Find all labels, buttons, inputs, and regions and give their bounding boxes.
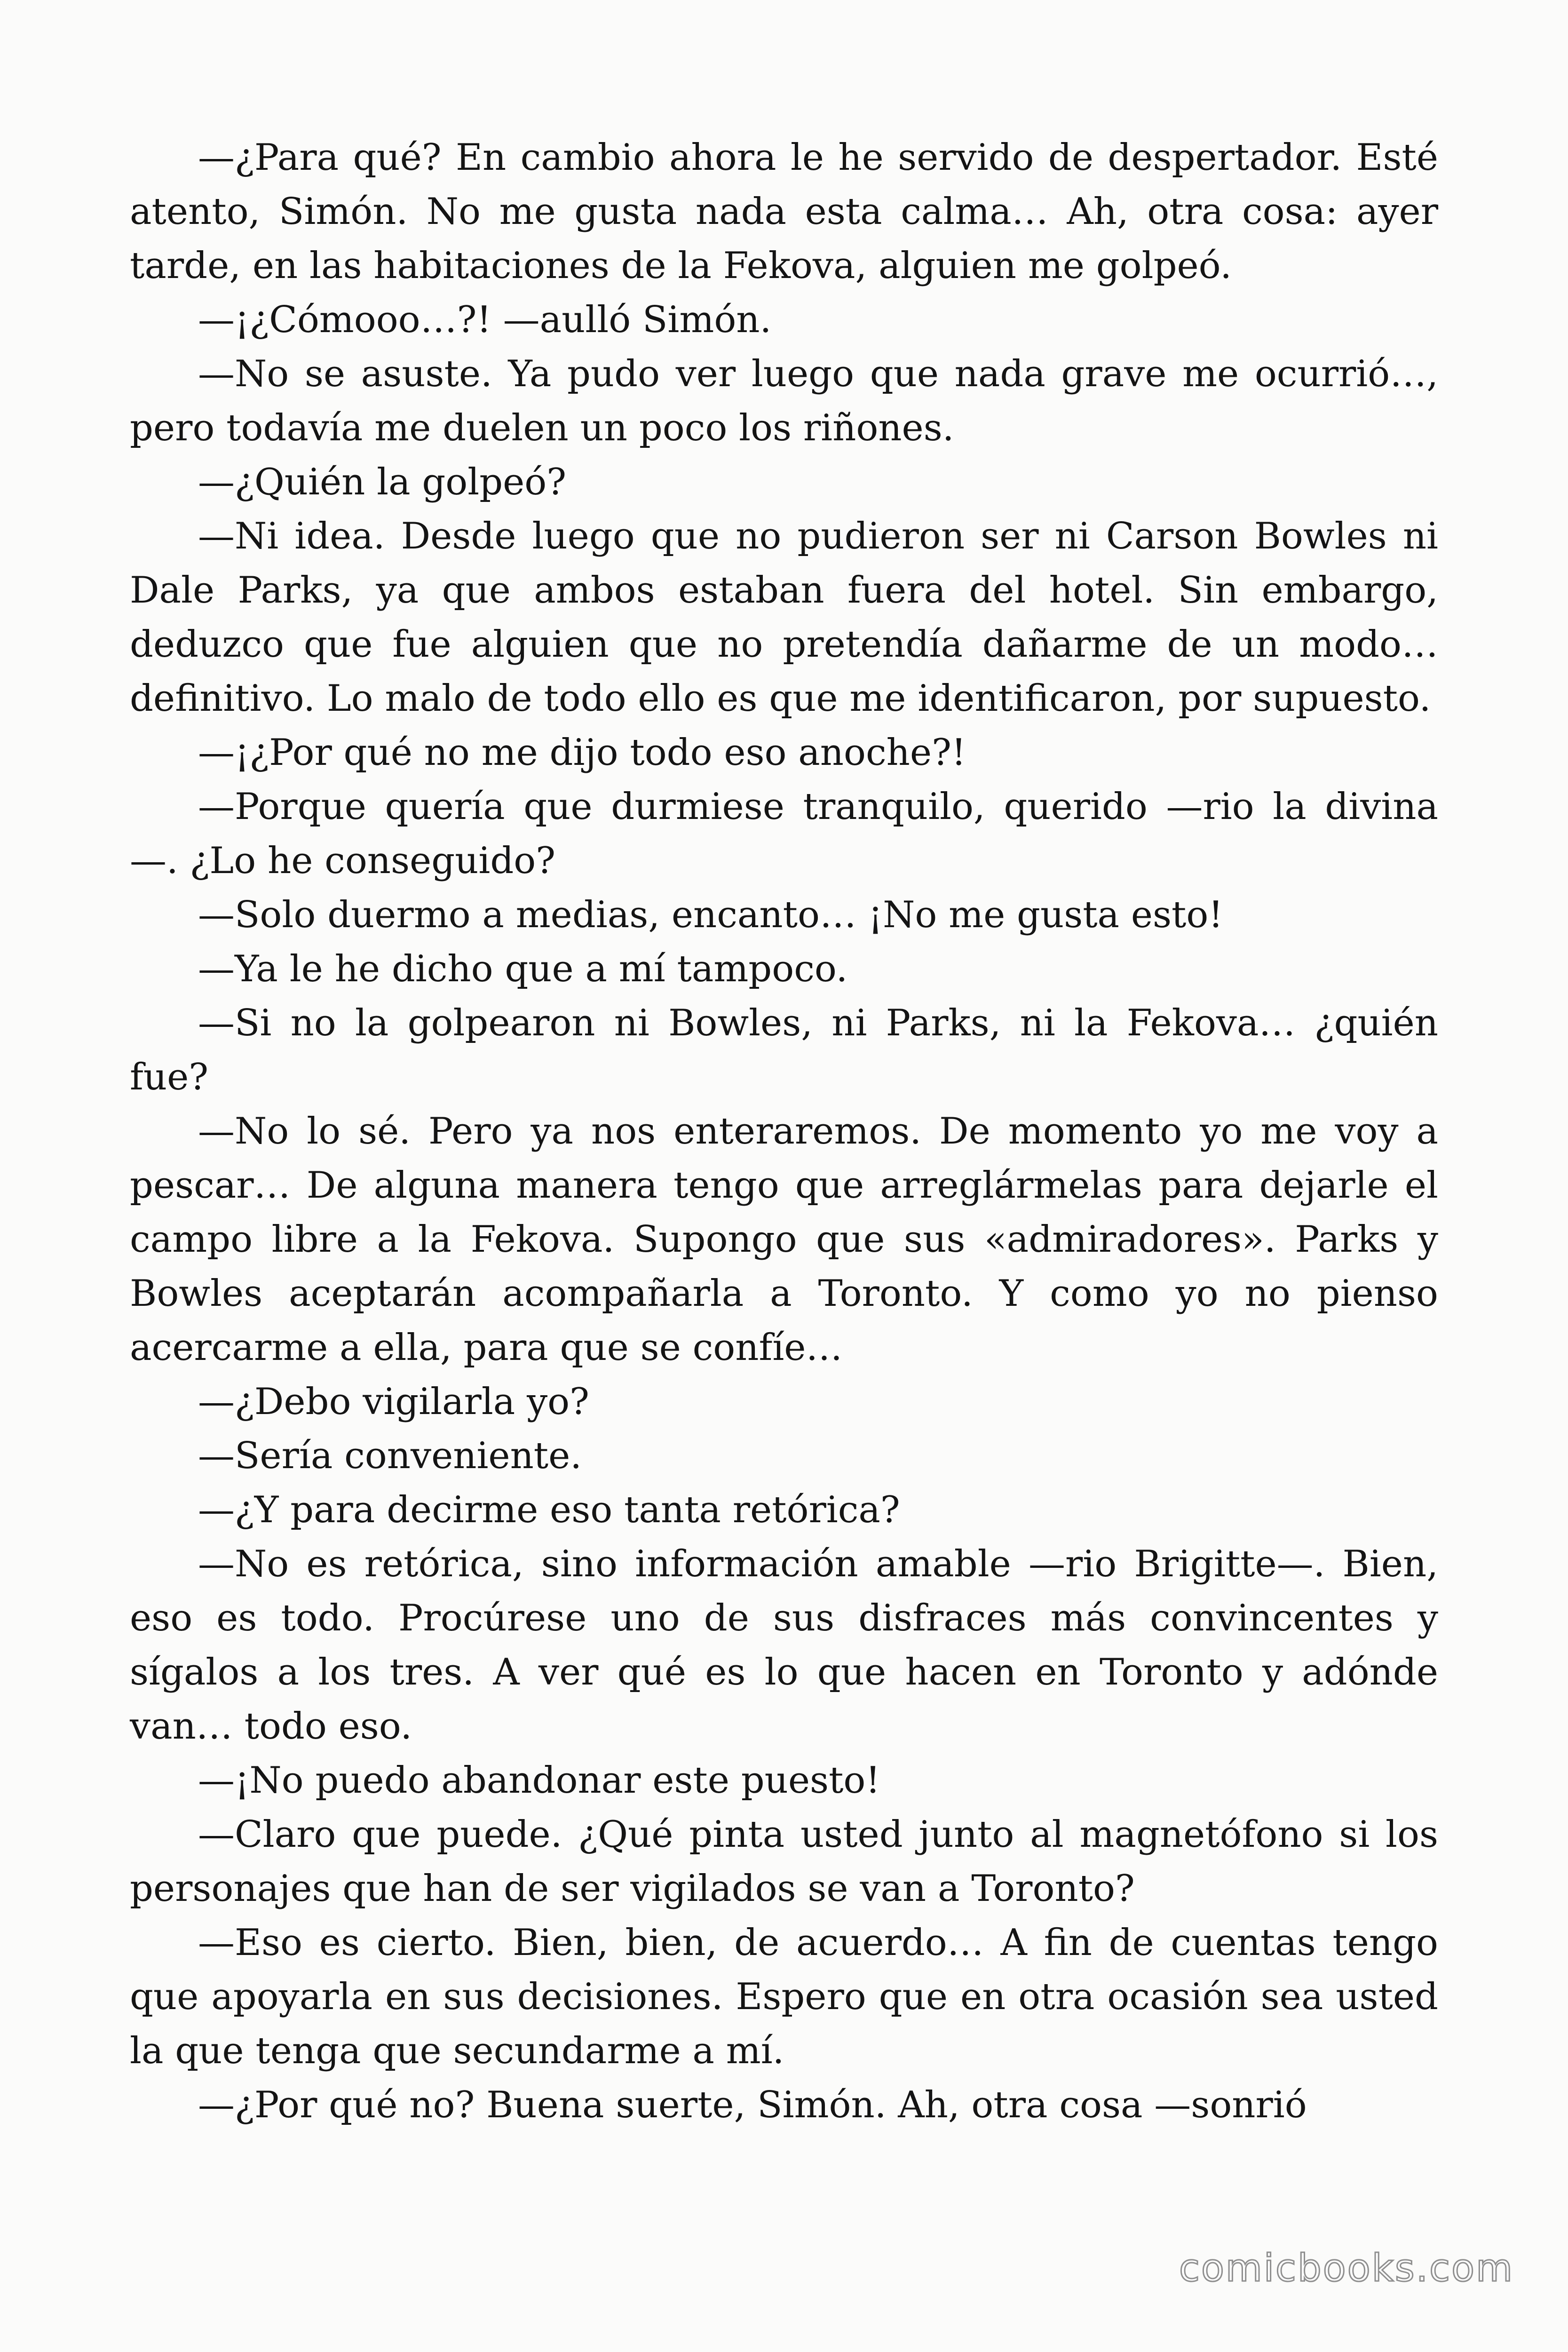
paragraph: —No se asuste. Ya pudo ver luego que nada grave me ocurrió…, pero todavía me duelen un poco los riñones. <box>130 353 1438 449</box>
paragraph: —Claro que puede. ¿Qué pinta usted junto al magnetófono si los personajes que han de ser vigilados se van a Toronto? <box>130 1813 1438 1910</box>
paragraph: —¡¿Cómooo…?! —aulló Simón. <box>198 299 772 341</box>
paragraph: —¿Quién la golpeó? <box>198 461 567 503</box>
paragraph: —No es retórica, sino información amable —rio Brigitte—. Bien, eso es todo. Procúrese uno de sus disfraces más convincentes y sígalos a los tres. A ver qué es lo que hacen en Toronto y adónde van… todo eso. <box>130 1543 1438 1748</box>
paragraph: —¿Para qué? En cambio ahora le he servido de despertador. Esté atento, Simón. No me gusta nada esta calma… Ah, otra cosa: ayer tarde, en las habitaciones de la Fekova, alguien me golpeó. <box>130 136 1438 287</box>
site-watermark: comicbooks.com <box>1179 2246 1514 2290</box>
paragraph: —Si no la golpearon ni Bowles, ni Parks, ni la Fekova… ¿quién fue? <box>130 1002 1438 1098</box>
paragraph: —Solo duermo a medias, encanto… ¡No me gusta esto! <box>198 894 1223 936</box>
paragraph: —¡No puedo abandonar este puesto! <box>198 1759 880 1802</box>
paragraph: —Ya le he dicho que a mí tampoco. <box>198 948 848 990</box>
body-text <box>130 131 1438 2132</box>
paragraph: —Sería conveniente. <box>198 1435 582 1477</box>
paragraph: —Eso es cierto. Bien, bien, de acuerdo… A fin de cuentas tengo que apoyarla en sus decisiones. Espero que en otra ocasión sea usted la que tenga que secundarme a mí. <box>130 1922 1438 2072</box>
paragraph: —Porque quería que durmiese tranquilo, querido —rio la divina —. ¿Lo he conseguido? <box>130 786 1438 882</box>
paragraph: —¿Debo vigilarla yo? <box>198 1381 589 1423</box>
paragraph: —No lo sé. Pero ya nos enteraremos. De momento yo me voy a pescar… De alguna manera tengo que arreglármelas para dejarle el campo libre a la Fekova. Supongo que sus «admiradores». Parks y Bowles aceptarán acompañarla a Toronto. Y como yo no pienso acercarme a ella, para que se confíe… <box>130 1110 1438 1369</box>
paragraph: —¿Por qué no? Buena suerte, Simón. Ah, otra cosa —sonrió <box>198 2084 1307 2126</box>
paragraph: —¡¿Por qué no me dijo todo eso anoche?! <box>198 731 966 774</box>
paragraph: —Ni idea. Desde luego que no pudieron ser ni Carson Bowles ni Dale Parks, ya que ambos estaban fuera del hotel. Sin embargo, deduzco que fue alguien que no pretendía dañarme de un modo… definitivo. Lo malo de todo ello es que me identificaron, por supuesto. <box>130 515 1438 720</box>
paragraph: —¿Y para decirme eso tanta retórica? <box>198 1489 900 1531</box>
